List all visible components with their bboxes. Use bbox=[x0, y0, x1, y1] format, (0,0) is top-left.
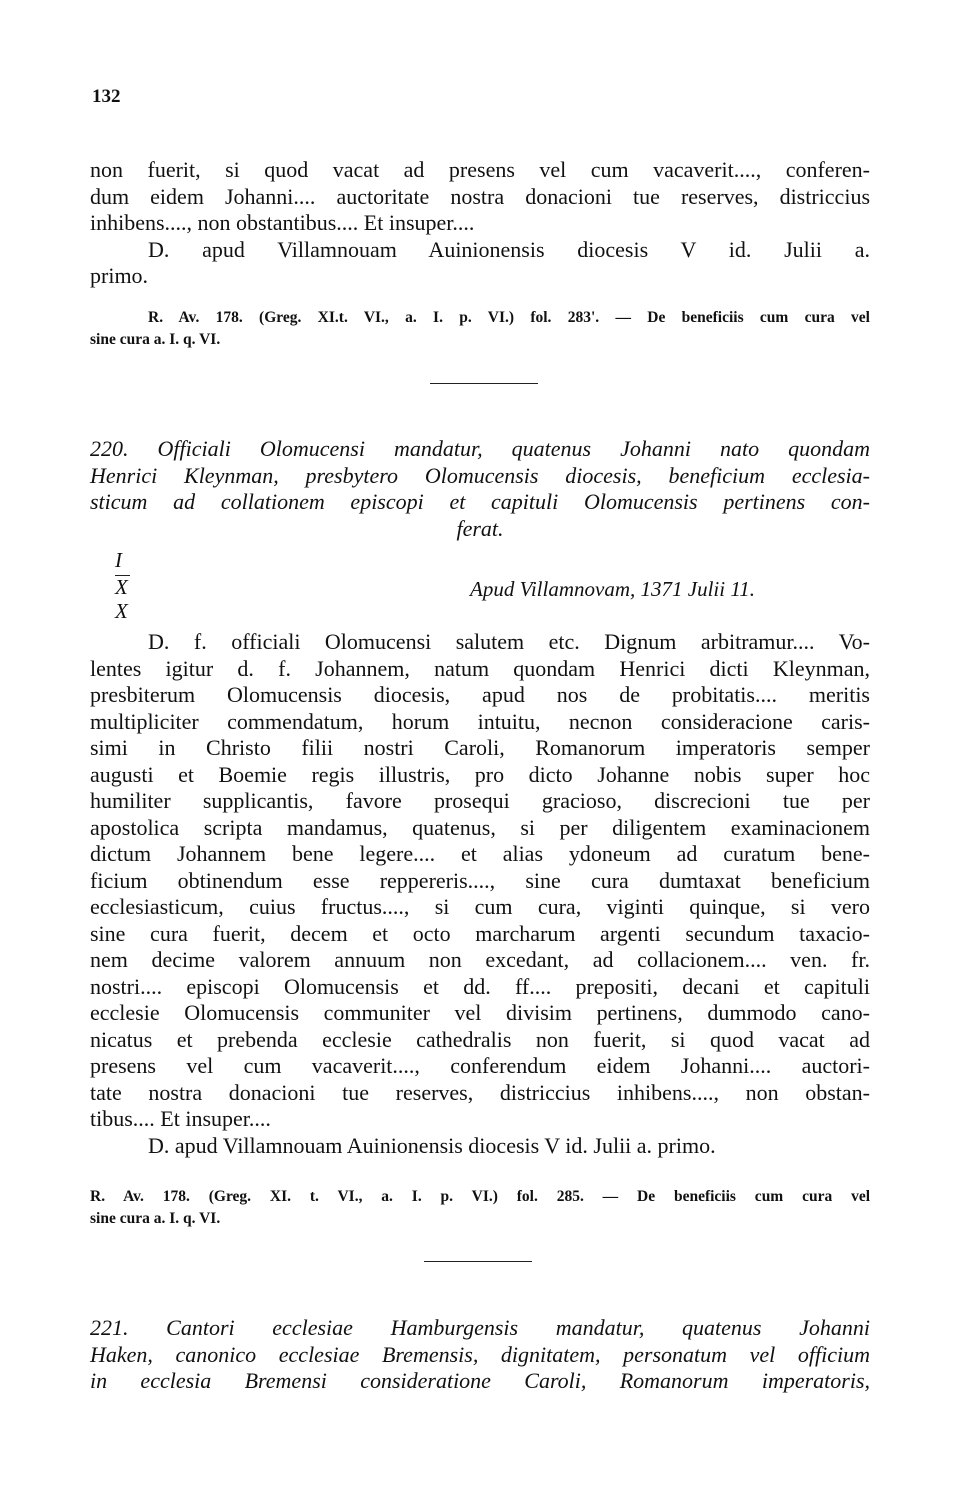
date-numeral: X bbox=[115, 575, 128, 599]
regest-line: 221. Cantori ecclesiae Hamburgensis mandatur, quatenus Johanni bbox=[90, 1315, 871, 1340]
section-divider bbox=[430, 383, 538, 384]
body-line: presens vel cum vacaverit...., conferendum eidem Johanni.... auctori- bbox=[90, 1053, 870, 1078]
regest-line: Henrici Kleynman, presbytero Olomucensis diocesis, beneficium ecclesia- bbox=[90, 462, 870, 488]
body-line: humiliter supplicantis, favore prosequi gracioso, discrecioni tue per bbox=[90, 788, 870, 813]
body-line: nem decime valorem annuum non excedant, ad collacionem.... ven. fr. bbox=[90, 947, 870, 972]
section-divider bbox=[424, 1261, 532, 1262]
regest-line: in ecclesia Bremensi consideratione Caroli, Romanorum imperatoris, bbox=[90, 1368, 870, 1393]
body-line: dictum Johannem bene legere.... et alias ydoneum ad curatum bene- bbox=[90, 841, 870, 866]
body-line: simi in Christo filii nostri Caroli, Romanorum imperatoris semper bbox=[90, 735, 870, 760]
text-line: dum eidem Johanni.... auctoritate nostra donacioni tue reserves, districcius bbox=[90, 183, 870, 209]
document-number: 221. bbox=[90, 1315, 129, 1340]
body-line: D. f. officiali Olomucensi salutem etc. Dignum arbitramur.... Vo- bbox=[148, 629, 870, 654]
regest-line: sticum ad collationem episcopi et capituli Olomucensis pertinens con- bbox=[90, 489, 870, 514]
place-and-date: Apud Villamnovam, 1371 Julii 11. bbox=[470, 577, 756, 601]
page-number: 132 bbox=[92, 86, 121, 107]
body-line: presbiterum Olomucensis diocesis, apud nos de probitatis.... meritis bbox=[90, 682, 870, 707]
date-numeral: X bbox=[115, 599, 128, 623]
body-line: sine cura fuerit, decem et octo marcharum argenti secundum taxacio- bbox=[90, 920, 870, 946]
body-line: apostolica scripta mandamus, quatenus, si per diligentem examinacionem bbox=[90, 814, 870, 840]
body-line: augusti et Boemie regis illustris, pro dicto Johanne nobis super hoc bbox=[90, 761, 870, 787]
text-line: inhibens...., non obstantibus.... Et insuper.... bbox=[90, 210, 475, 235]
regest-line: Haken, canonico ecclesiae Bremensis, dignitatem, personatum vel officium bbox=[90, 1341, 870, 1367]
body-line: nostri.... episcopi Olomucensis et dd. ff.... prepositi, decani et capituli bbox=[90, 973, 870, 999]
reference-line: sine cura a. I. q. VI. bbox=[90, 1210, 221, 1227]
dating-line: D. apud Villamnouam Auinionensis diocesis V id. Julii a. primo. bbox=[148, 1132, 716, 1158]
body-line: nicatus et prebenda ecclesie cathedralis non fuerit, si quod vacat ad bbox=[90, 1026, 870, 1052]
body-line: tibus.... Et insuper.... bbox=[90, 1106, 271, 1131]
reference-line: sine cura a. I. q. VI. bbox=[90, 331, 221, 348]
reference-line: R. Av. 178. (Greg. XI. t. VI., a. I. p. VI.) fol. 285. — De beneficiis cum cura vel bbox=[90, 1188, 870, 1205]
date-block bbox=[112, 548, 872, 623]
archive-reference bbox=[90, 307, 870, 351]
archive-reference-220 bbox=[90, 1186, 870, 1230]
body-line: multipliciter commendatum, horum intuitu, necnon consideracione caris- bbox=[90, 708, 870, 734]
text-line: non fuerit, si quod vacat ad presens vel cum vacaverit...., conferen- bbox=[90, 157, 870, 182]
body-line: tate nostra donacioni tue reserves, districcius inhibens...., non obstan- bbox=[90, 1079, 870, 1105]
body-line: ficium obtinendum esse reppereris...., sine cura dumtaxat beneficium bbox=[90, 867, 870, 893]
document-number: 220. bbox=[90, 436, 129, 461]
letter-body-220 bbox=[90, 629, 870, 1159]
regest-220 bbox=[90, 436, 870, 542]
dating-line: D. apud Villamnouam Auinionensis diocesis V id. Julii a. bbox=[148, 236, 870, 262]
regest-221 bbox=[90, 1315, 870, 1395]
regest-line: 220. Officiali Olomucensi mandatur, quatenus Johanni nato quondam bbox=[90, 436, 871, 461]
regest-line: ferat. bbox=[456, 515, 504, 541]
date-numeral: I bbox=[115, 548, 122, 572]
body-line: ecclesie Olomucensis communiter vel divisim pertinens, dummodo cano- bbox=[90, 1000, 870, 1025]
continuation-text bbox=[90, 157, 870, 290]
body-line: lentes igitur d. f. Johannem, natum quondam Henrici dicti Kleynman, bbox=[90, 655, 870, 681]
dating-line: primo. bbox=[90, 263, 149, 288]
body-line: ecclesiasticum, cuius fructus...., si cum cura, viginti quinque, si vero bbox=[90, 894, 870, 919]
reference-line: R. Av. 178. (Greg. XI.t. VI., a. I. p. VI.) fol. 283'. — De beneficiis cum cura vel bbox=[148, 309, 870, 326]
